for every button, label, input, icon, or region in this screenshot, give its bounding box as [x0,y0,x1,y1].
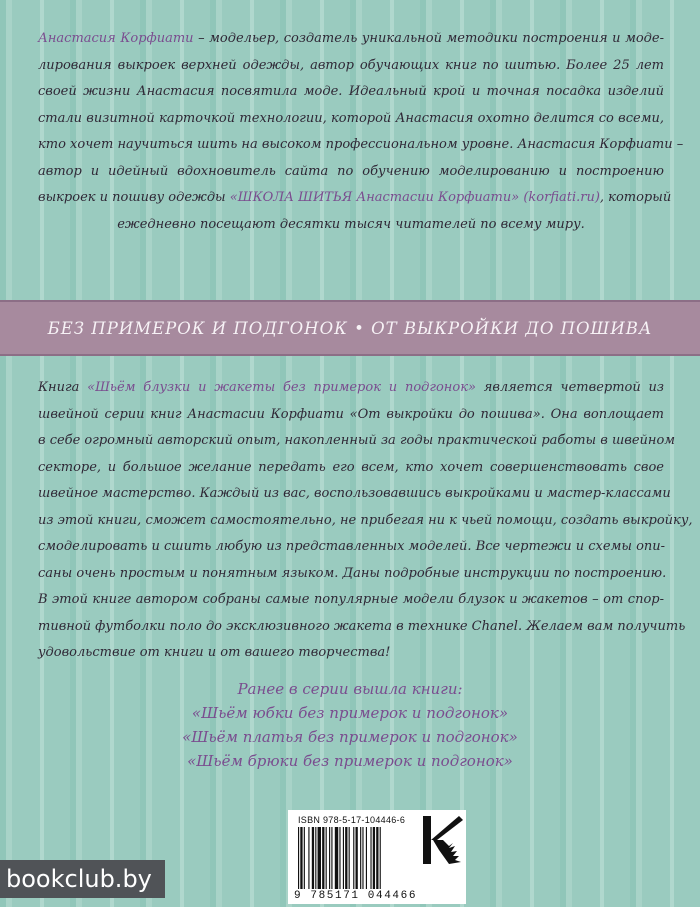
previous-book-item: «Шьём юбки без примерок и подгонок» [191,704,509,722]
text-segment: ежедневно посещают десятки тысяч читателей по всему миру. [117,216,585,232]
text-segment: является четвертой из [475,380,665,395]
paragraph-line [38,587,664,614]
text-segment: в себе огромный авторский опыт, накопленный за годы практической работы в швейном [38,433,676,448]
paragraph-line [38,185,672,212]
text-segment: , который [599,190,672,205]
previous-book-item: «Шьём брюки без примерок и подгонок» [187,752,513,770]
text-segment: смоделировать и сшить любую из представленных моделей. Все чертежи и схемы опи- [38,539,666,554]
text-segment: стали визитной карточкой технологии, которой Анастасия охотно делится со всеми, [38,110,664,126]
paragraph-line [38,508,693,535]
paragraph-line [38,53,664,80]
paragraph-line [38,561,667,588]
previous-books-list [0,677,700,773]
highlighted-text: Анастасия Корфиати [38,31,194,46]
barcode-digits: 9 785171 044466 [294,890,418,902]
book-description-paragraph [38,375,693,667]
isbn-label: ISBN 978-5-17-104446-6 [298,815,406,825]
barcode-icon [296,827,414,889]
text-segment: В этой книге автором собраны самые популярные модели блузок и жакетов – от спор- [38,592,664,607]
text-segment: Книга [38,380,88,395]
text-segment: тивной футболки поло до эксклюзивного жакета в технике Chanel. Желаем вам получить [38,618,686,634]
text-segment: швейной серии книг Анастасии Корфиати «От выкройки до пошива». Она воплощает [38,406,664,422]
paragraph-line [38,614,686,641]
paragraph-line [38,402,664,429]
paragraph-line [38,428,676,455]
paragraph-line [38,159,664,186]
highlighted-text: «ШКОЛА ШИТЬЯ Анастасии Корфиати» (korfiati.ru) [229,190,600,205]
paragraph-line [38,481,671,508]
paragraph-line [38,132,684,159]
previous-book-item: «Шьём платья без примерок и подгонок» [182,728,518,746]
highlighted-text: «Шьём блузки и жакеты без примерок и подгонок» [87,380,476,395]
text-segment: секторе, и большое желание передать его всем, кто хочет совершенствовать свое [38,459,664,475]
banner-text: БЕЗ ПРИМЕРОК И ПОДГОНОК • ОТ ВЫКРОЙКИ ДО ПОШИВА [47,318,653,338]
paragraph-line [38,534,664,561]
paragraph-line [38,455,664,482]
text-segment: – модельер, создатель уникальной методики построения и моде- [193,31,665,46]
text-segment: кто хочет научиться шить на высоком профессиональном уровне. Анастасия Корфиати – [38,137,684,152]
text-segment: своей жизни Анастасия посвятила моде. Идеальный крой и точная посадка изделий [38,84,664,99]
author-paragraph [38,26,684,238]
text-segment: автор и идейный вдохновитель сайта по обучению моделированию и построению [38,163,664,179]
text-segment: саны очень простым и понятным языком. Даны подробные инструкции по построению. [38,565,667,581]
site-watermark: bookclub.by [0,860,165,898]
paragraph-line [38,375,664,402]
paragraph-line [38,79,664,106]
text-segment: из этой книги, сможет самостоятельно, не прибегая ни к чьей помощи, создать выкройку, [38,512,693,528]
series-banner [0,300,700,356]
paragraph-line [38,640,664,667]
text-segment: выкроек и пошиву одежды [38,190,230,205]
text-segment: лирования выкроек верхней одежды, автор обучающих книг по шитью. Более 25 лет [38,57,664,73]
text-segment: швейное мастерство. Каждый из вас, воспользовавшись выкройками и мастер-классами [38,486,671,501]
paragraph-line [38,26,664,53]
publisher-k-logo-icon [419,810,466,870]
text-segment: удовольствие от книги и от вашего творчества! [38,645,391,660]
previous-books-heading: Ранее в серии вышла книги: [237,680,463,698]
paragraph-line [38,106,664,133]
paragraph-line [38,212,664,239]
